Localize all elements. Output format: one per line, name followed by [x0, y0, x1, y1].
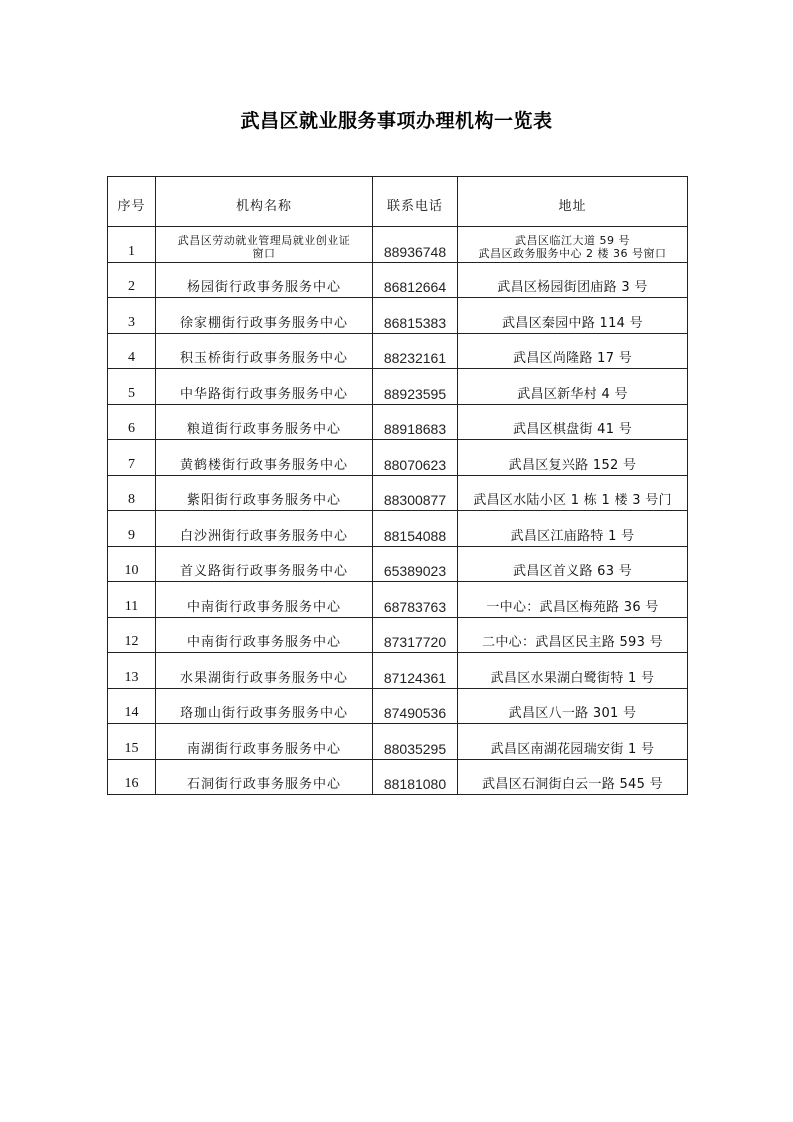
row-address: 一中心：武昌区梅苑路 36 号	[458, 582, 688, 618]
header-phone: 联系电话	[373, 177, 458, 227]
row-address: 武昌区杨园街团庙路 3 号	[458, 262, 688, 298]
row-no: 9	[108, 511, 156, 547]
page-title: 武昌区就业服务事项办理机构一览表	[240, 110, 553, 132]
row-name: 白沙洲街行政事务服务中心	[156, 511, 373, 547]
row-no: 12	[108, 617, 156, 653]
row-name-line1: 武昌区劳动就业管理局就业创业证	[177, 233, 351, 247]
row-phone: 87490536	[373, 688, 458, 724]
row-phone: 88232161	[373, 333, 458, 369]
row-address-line2: 武昌区政务服务中心 2 楼 36 号窗口	[478, 246, 667, 260]
row-name: 杨园街行政事务服务中心	[156, 262, 373, 298]
row-phone: 88070623	[373, 440, 458, 476]
row-name: 中华路街行政事务服务中心	[156, 369, 373, 405]
table-row	[108, 653, 688, 689]
table-row	[108, 440, 688, 476]
header-name: 机构名称	[156, 177, 373, 227]
row-name: 中南街行政事务服务中心	[156, 617, 373, 653]
row-address: 武昌区复兴路 152 号	[458, 440, 688, 476]
row-phone: 65389023	[373, 546, 458, 582]
header-no: 序号	[108, 177, 156, 227]
row-phone: 88154088	[373, 511, 458, 547]
row-name: 首义路街行政事务服务中心	[156, 546, 373, 582]
table-row	[108, 404, 688, 440]
row-name: 石洞街行政事务服务中心	[156, 759, 373, 795]
row-no: 1	[108, 227, 156, 263]
table-row	[108, 262, 688, 298]
row-address: 武昌区水果湖白鹭街特 1 号	[458, 653, 688, 689]
row-no: 4	[108, 333, 156, 369]
row-phone: 87124361	[373, 653, 458, 689]
row-no: 10	[108, 546, 156, 582]
row-phone: 88181080	[373, 759, 458, 795]
row-name-line2: 窗口	[252, 246, 276, 260]
table-row	[108, 759, 688, 795]
header-address: 地址	[458, 177, 688, 227]
row-phone: 88035295	[373, 724, 458, 760]
table-row	[108, 298, 688, 334]
row-name: 珞珈山街行政事务服务中心	[156, 688, 373, 724]
row-address: 武昌区江庙路特 1 号	[458, 511, 688, 547]
row-no: 16	[108, 759, 156, 795]
row-name: 黄鹤楼街行政事务服务中心	[156, 440, 373, 476]
row-no: 8	[108, 475, 156, 511]
row-no: 15	[108, 724, 156, 760]
row-no: 6	[108, 404, 156, 440]
row-phone: 88300877	[373, 475, 458, 511]
row-name: 粮道街行政事务服务中心	[156, 404, 373, 440]
row-address: 武昌区水陆小区 1 栋 1 楼 3 号门	[458, 475, 688, 511]
row-phone: 86815383	[373, 298, 458, 334]
row-name: 紫阳街行政事务服务中心	[156, 475, 373, 511]
row-phone: 88923595	[373, 369, 458, 405]
row-address: 武昌区南湖花园瑞安街 1 号	[458, 724, 688, 760]
table-row	[108, 724, 688, 760]
row-phone: 86812664	[373, 262, 458, 298]
row-no: 5	[108, 369, 156, 405]
table-row	[108, 511, 688, 547]
row-phone: 87317720	[373, 617, 458, 653]
table-row	[108, 617, 688, 653]
institution-table	[107, 176, 688, 795]
row-address: 武昌区尚隆路 17 号	[458, 333, 688, 369]
row-phone: 68783763	[373, 582, 458, 618]
table-row	[108, 582, 688, 618]
row-address: 武昌区石洞街白云一路 545 号	[458, 759, 688, 795]
row-address: 武昌区棋盘街 41 号	[458, 404, 688, 440]
row-address-line1: 武昌区临江大道 59 号	[515, 233, 630, 247]
row-phone: 88936748	[373, 227, 458, 263]
row-no: 7	[108, 440, 156, 476]
row-name: 徐家棚街行政事务服务中心	[156, 298, 373, 334]
table-row	[108, 227, 688, 263]
table-row	[108, 333, 688, 369]
row-name: 南湖街行政事务服务中心	[156, 724, 373, 760]
row-no: 11	[108, 582, 156, 618]
row-address	[458, 227, 688, 263]
table-row	[108, 546, 688, 582]
row-name	[156, 227, 373, 263]
row-name: 中南街行政事务服务中心	[156, 582, 373, 618]
table-row	[108, 688, 688, 724]
row-name: 水果湖街行政事务服务中心	[156, 653, 373, 689]
row-address: 武昌区新华村 4 号	[458, 369, 688, 405]
row-no: 14	[108, 688, 156, 724]
table-header-row	[108, 177, 688, 227]
table-row	[108, 475, 688, 511]
row-address: 二中心：武昌区民主路 593 号	[458, 617, 688, 653]
row-no: 3	[108, 298, 156, 334]
row-no: 13	[108, 653, 156, 689]
row-phone: 88918683	[373, 404, 458, 440]
row-address: 武昌区秦园中路 114 号	[458, 298, 688, 334]
row-name: 积玉桥街行政事务服务中心	[156, 333, 373, 369]
table-row	[108, 369, 688, 405]
row-address: 武昌区首义路 63 号	[458, 546, 688, 582]
row-no: 2	[108, 262, 156, 298]
row-address: 武昌区八一路 301 号	[458, 688, 688, 724]
